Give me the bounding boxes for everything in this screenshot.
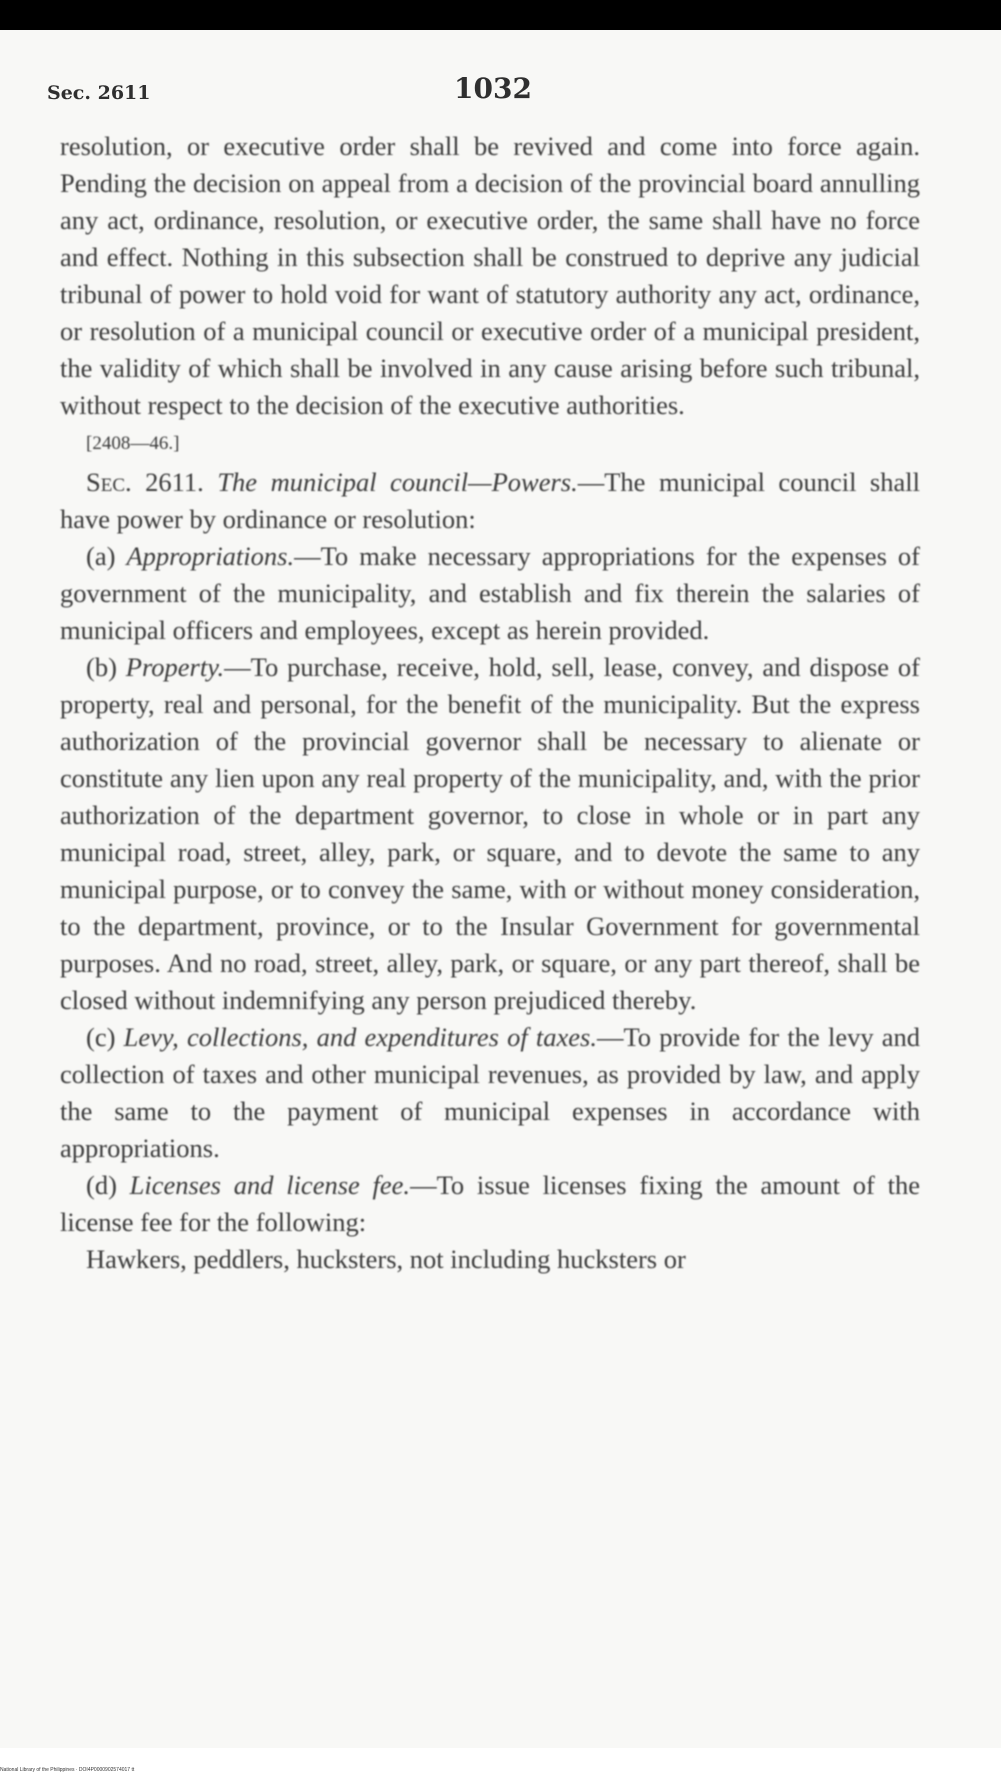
legislative-reference: [2408—46.]: [86, 433, 180, 454]
paragraph-final-line: Hawkers, peddlers, hucksters, not including hucksters or: [86, 1244, 686, 1274]
subsection-d-text: —To issue licenses fixing the amount of the license fee for the following:: [60, 1170, 920, 1237]
section-label: Sec. 2611: [47, 82, 151, 104]
subsection-a-text: —To make necessary appropriations for the expenses of government of the municipality, and establish and fix therein the salaries of municipal officers and employees, except as herein provided.: [60, 541, 921, 645]
section-number: Sec. 2611.: [86, 467, 204, 497]
subsection-a: [60, 538, 920, 649]
subsection-c-label: (c): [86, 1022, 116, 1052]
section-heading-paragraph: [60, 464, 920, 538]
section-text: —The municipal council shall have power by ordinance or resolution:: [60, 467, 920, 534]
scan-top-margin: [0, 0, 1001, 30]
subsection-b-label: (b): [86, 652, 117, 682]
page-number: 1032: [454, 72, 532, 105]
section-title: The municipal council—Powers.: [217, 467, 578, 497]
subsection-b-text: —To purchase, receive, hold, sell, lease, convey, and dispose of property, real and personal, for the benefit of the municipality. But the express authorization of the provincial governor shall be necessary to alienate or constitute any lien upon any real property of the municipality, and, with the prior authorization of the department governor, to close in whole or in part any municipal road, street, alley, park, or square, and to devote the same to any municipal purpose, or to convey the same, with or without money consideration, to the department, province, or to the Insular Government for governmental purposes. And no road, street, alley, park, or square, or any part thereof, shall be closed without indemnifying any person prejudiced thereby.: [60, 652, 920, 1015]
page-header: [47, 72, 927, 112]
body-text: [60, 128, 920, 1278]
subsection-d-label: (d): [86, 1170, 117, 1200]
document-page: [0, 30, 1001, 1748]
subsection-b: [60, 649, 920, 1019]
subsection-b-title: Property.: [125, 652, 225, 682]
subsection-a-label: (a): [86, 541, 116, 571]
subsection-c: [60, 1019, 920, 1167]
subsection-a-title: Appropriations.: [126, 541, 295, 571]
paragraph-continuation: resolution, or executive order shall be revived and come into force again. Pending the decision on appeal from a decision of the provincial board annulling any act, ordinance, resolution, or executive order, the same shall have no force and effect. Nothing in this subsection shall be construed to deprive any judicial tribunal of power to hold void for want of statutory authority any act, ordinance, or resolution of a municipal council or executive order of a municipal president, the validity of which shall be involved in any cause arising before such tribunal, without respect to the decision of the executive authorities.: [60, 131, 920, 420]
subsection-c-title: Levy, collections, and expenditures of taxes.: [123, 1022, 597, 1052]
subsection-d: [60, 1167, 920, 1241]
footer-attribution: National Library of the Philippines · DOI4P0000902574017 tt: [0, 1767, 135, 1773]
subsection-d-title: Licenses and license fee.: [129, 1170, 411, 1200]
subsection-c-text: —To provide for the levy and collection of taxes and other municipal revenues, as provided by law, and apply the same to the payment of municipal expenses in accordance with appropriations.: [60, 1022, 921, 1163]
footer-band: [0, 1748, 1001, 1785]
